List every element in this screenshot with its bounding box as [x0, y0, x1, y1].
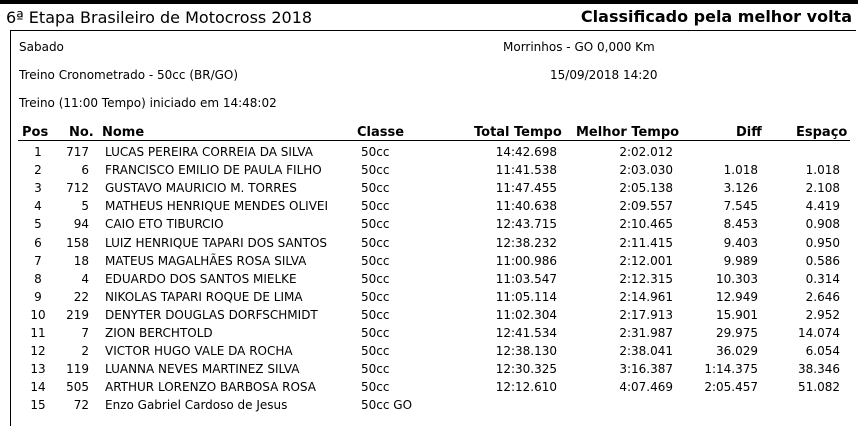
cell-class: 50cc — [361, 253, 390, 268]
cell-best-time: 2:14.961 — [619, 289, 673, 304]
cell-pos: 1 — [34, 145, 42, 159]
cell-diff: 9.989 — [723, 253, 758, 268]
event-location: Morrinhos - GO 0,000 Km — [503, 40, 655, 54]
cell-rider-name: CAIO ETO TIBURCIO — [105, 217, 224, 232]
cell-gap: 38.346 — [798, 362, 840, 377]
cell-rider-number: 6 — [81, 163, 89, 178]
table-row — [0, 163, 858, 181]
cell-total-time: 14:42.698 — [495, 145, 557, 159]
cell-class: 50cc — [361, 307, 390, 322]
cell-diff: 7.545 — [723, 199, 758, 214]
cell-total-time: 11:02.304 — [495, 307, 557, 322]
cell-total-time: 12:43.715 — [495, 217, 557, 232]
event-day: Sabado — [19, 40, 64, 54]
cell-class: 50cc — [361, 217, 390, 232]
table-row — [0, 344, 858, 362]
cell-best-time: 2:02.012 — [619, 145, 673, 159]
cell-class: 50cc — [361, 344, 390, 359]
cell-diff: 2:05.457 — [704, 380, 758, 395]
cell-gap: 0.314 — [805, 271, 840, 286]
table-row — [0, 199, 858, 217]
table-row — [0, 272, 858, 290]
cell-class: 50cc — [361, 289, 390, 304]
report-title-bar — [0, 4, 858, 30]
cell-rider-number: 22 — [73, 289, 89, 304]
cell-rider-number: 717 — [66, 145, 89, 159]
cell-diff: 3.126 — [723, 181, 758, 196]
cell-rider-name: GUSTAVO MAURICIO M. TORRES — [105, 181, 297, 196]
cell-diff: 36.029 — [716, 344, 758, 359]
cell-total-time: 11:05.114 — [495, 289, 557, 304]
cell-rider-name: EDUARDO DOS SANTOS MIELKE — [105, 271, 297, 286]
cell-class: 50cc — [361, 326, 390, 340]
cell-best-time: 3:16.387 — [619, 362, 673, 377]
col-pos-header: Pos — [22, 125, 49, 140]
cell-class: 50cc — [361, 163, 390, 178]
cell-gap: 1.018 — [805, 163, 840, 178]
cell-rider-name: LUANNA NEVES MARTINEZ SILVA — [105, 362, 300, 377]
cell-class: 50cc — [361, 271, 390, 286]
table-row — [0, 145, 858, 163]
cell-rider-name: FRANCISCO EMILIO DE PAULA FILHO — [105, 163, 322, 178]
cell-class: 50cc — [361, 181, 390, 196]
cell-class: 50cc — [361, 235, 390, 250]
cell-gap: 2.646 — [805, 289, 840, 304]
col-best-time-header: Melhor Tempo — [576, 125, 680, 140]
cell-class: 50cc — [361, 145, 390, 159]
cell-total-time: 12:41.534 — [495, 326, 557, 340]
cell-best-time: 2:11.415 — [619, 235, 673, 250]
cell-best-time: 2:03.030 — [619, 163, 673, 178]
cell-pos: 5 — [34, 217, 42, 232]
cell-pos: 8 — [34, 271, 42, 286]
session-start: Treino (11:00 Tempo) iniciado em 14:48:02 — [19, 96, 277, 110]
col-no-header: No. — [69, 125, 94, 140]
table-row — [0, 326, 858, 344]
cell-rider-name: DENYTER DOUGLAS DORFSCHMIDT — [105, 307, 318, 322]
cell-best-time: 4:07.469 — [619, 380, 673, 395]
cell-pos: 4 — [34, 199, 42, 214]
title-divider — [10, 30, 856, 31]
cell-diff: 1:14.375 — [704, 362, 758, 377]
cell-diff: 8.453 — [723, 217, 758, 232]
col-name-header: Nome — [102, 125, 145, 140]
cell-pos: 13 — [30, 362, 46, 377]
cell-rider-number: 158 — [66, 235, 89, 250]
cell-best-time: 2:31.987 — [619, 326, 673, 340]
col-gap-header: Espaço — [796, 125, 848, 140]
cell-rider-number: 219 — [66, 307, 89, 322]
cell-gap: 0.908 — [805, 217, 840, 232]
col-diff-header: Diff — [736, 125, 762, 140]
cell-total-time: 11:03.547 — [495, 271, 557, 286]
col-class-header: Classe — [357, 125, 405, 140]
cell-diff: 1.018 — [723, 163, 758, 178]
cell-diff: 10.303 — [716, 271, 758, 286]
table-row — [0, 181, 858, 199]
cell-rider-name: ARTHUR LORENZO BARBOSA ROSA — [105, 380, 316, 395]
cell-gap: 2.108 — [805, 181, 840, 196]
cell-rider-name: NIKOLAS TAPARI ROQUE DE LIMA — [105, 289, 303, 304]
cell-gap: 14.074 — [798, 326, 840, 340]
cell-gap: 51.082 — [798, 380, 840, 395]
cell-pos: 3 — [34, 181, 42, 196]
cell-total-time: 11:40.638 — [495, 199, 557, 214]
session-name: Treino Cronometrado - 50cc (BR/GO) — [19, 68, 239, 82]
cell-gap: 0.950 — [805, 235, 840, 250]
report-ranking-mode: Classificado pela melhor volta — [580, 7, 852, 26]
cell-best-time: 2:12.315 — [619, 271, 673, 286]
table-row — [0, 217, 858, 235]
cell-diff: 12.949 — [716, 289, 758, 304]
cell-total-time: 11:47.455 — [495, 181, 557, 196]
cell-total-time: 12:12.610 — [495, 380, 557, 395]
cell-total-time: 12:30.325 — [495, 362, 557, 377]
cell-rider-number: 5 — [81, 199, 89, 214]
cell-best-time: 2:10.465 — [619, 217, 673, 232]
cell-best-time: 2:17.913 — [619, 307, 673, 322]
cell-pos: 9 — [34, 289, 42, 304]
cell-pos: 15 — [30, 398, 46, 413]
cell-best-time: 2:12.001 — [619, 253, 673, 268]
cell-rider-number: 712 — [66, 181, 89, 196]
report-title: 6ª Etapa Brasileiro de Motocross 2018 — [6, 8, 313, 27]
cell-rider-number: 2 — [81, 344, 89, 359]
cell-pos: 14 — [30, 380, 46, 395]
cell-diff: 9.403 — [723, 235, 758, 250]
cell-pos: 2 — [34, 163, 42, 178]
cell-rider-name: MATEUS MAGALHÃES ROSA SILVA — [105, 253, 307, 268]
cell-class: 50cc — [361, 362, 390, 377]
cell-pos: 6 — [34, 235, 42, 250]
table-row — [0, 290, 858, 308]
cell-pos: 12 — [30, 344, 46, 359]
header-divider — [18, 140, 850, 141]
cell-pos: 10 — [30, 307, 46, 322]
table-row — [0, 398, 858, 416]
session-datetime: 15/09/2018 14:20 — [550, 68, 658, 82]
table-row — [0, 236, 858, 254]
cell-rider-number: 7 — [81, 326, 89, 340]
cell-best-time: 2:09.557 — [619, 199, 673, 214]
table-row — [0, 254, 858, 272]
cell-rider-number: 119 — [66, 362, 89, 377]
cell-best-time: 2:38.041 — [619, 344, 673, 359]
cell-rider-name: ZION BERCHTOLD — [105, 326, 213, 340]
cell-class: 50cc — [361, 380, 390, 395]
cell-total-time: 11:00.986 — [495, 253, 557, 268]
cell-pos: 7 — [34, 253, 42, 268]
cell-total-time: 12:38.232 — [495, 235, 557, 250]
cell-total-time: 11:41.538 — [495, 163, 557, 178]
cell-rider-number: 18 — [73, 253, 89, 268]
cell-rider-name: LUIZ HENRIQUE TAPARI DOS SANTOS — [105, 235, 328, 250]
cell-best-time: 2:05.138 — [619, 181, 673, 196]
cell-diff: 15.901 — [716, 307, 758, 322]
cell-diff: 29.975 — [716, 326, 758, 340]
cell-rider-name: LUCAS PEREIRA CORREIA DA SILVA — [105, 145, 313, 159]
cell-rider-number: 72 — [73, 398, 89, 413]
cell-gap: 0.586 — [805, 253, 840, 268]
table-row — [0, 362, 858, 380]
cell-gap: 4.419 — [805, 199, 840, 214]
cell-rider-name: Enzo Gabriel Cardoso de Jesus — [105, 398, 288, 413]
cell-total-time: 12:38.130 — [495, 344, 557, 359]
cell-class: 50cc — [361, 199, 390, 214]
cell-rider-number: 94 — [73, 217, 89, 232]
cell-rider-number: 4 — [81, 271, 89, 286]
cell-pos: 11 — [30, 326, 46, 340]
table-row — [0, 380, 858, 398]
cell-class: 50cc GO — [361, 398, 413, 413]
table-row — [0, 308, 858, 326]
cell-rider-name: VICTOR HUGO VALE DA ROCHA — [105, 344, 293, 359]
cell-gap: 2.952 — [805, 307, 840, 322]
cell-rider-name: MATHEUS HENRIQUE MENDES OLIVEI — [105, 199, 329, 214]
cell-rider-number: 505 — [66, 380, 89, 395]
cell-gap: 6.054 — [805, 344, 840, 359]
col-total-time-header: Total Tempo — [474, 125, 562, 140]
